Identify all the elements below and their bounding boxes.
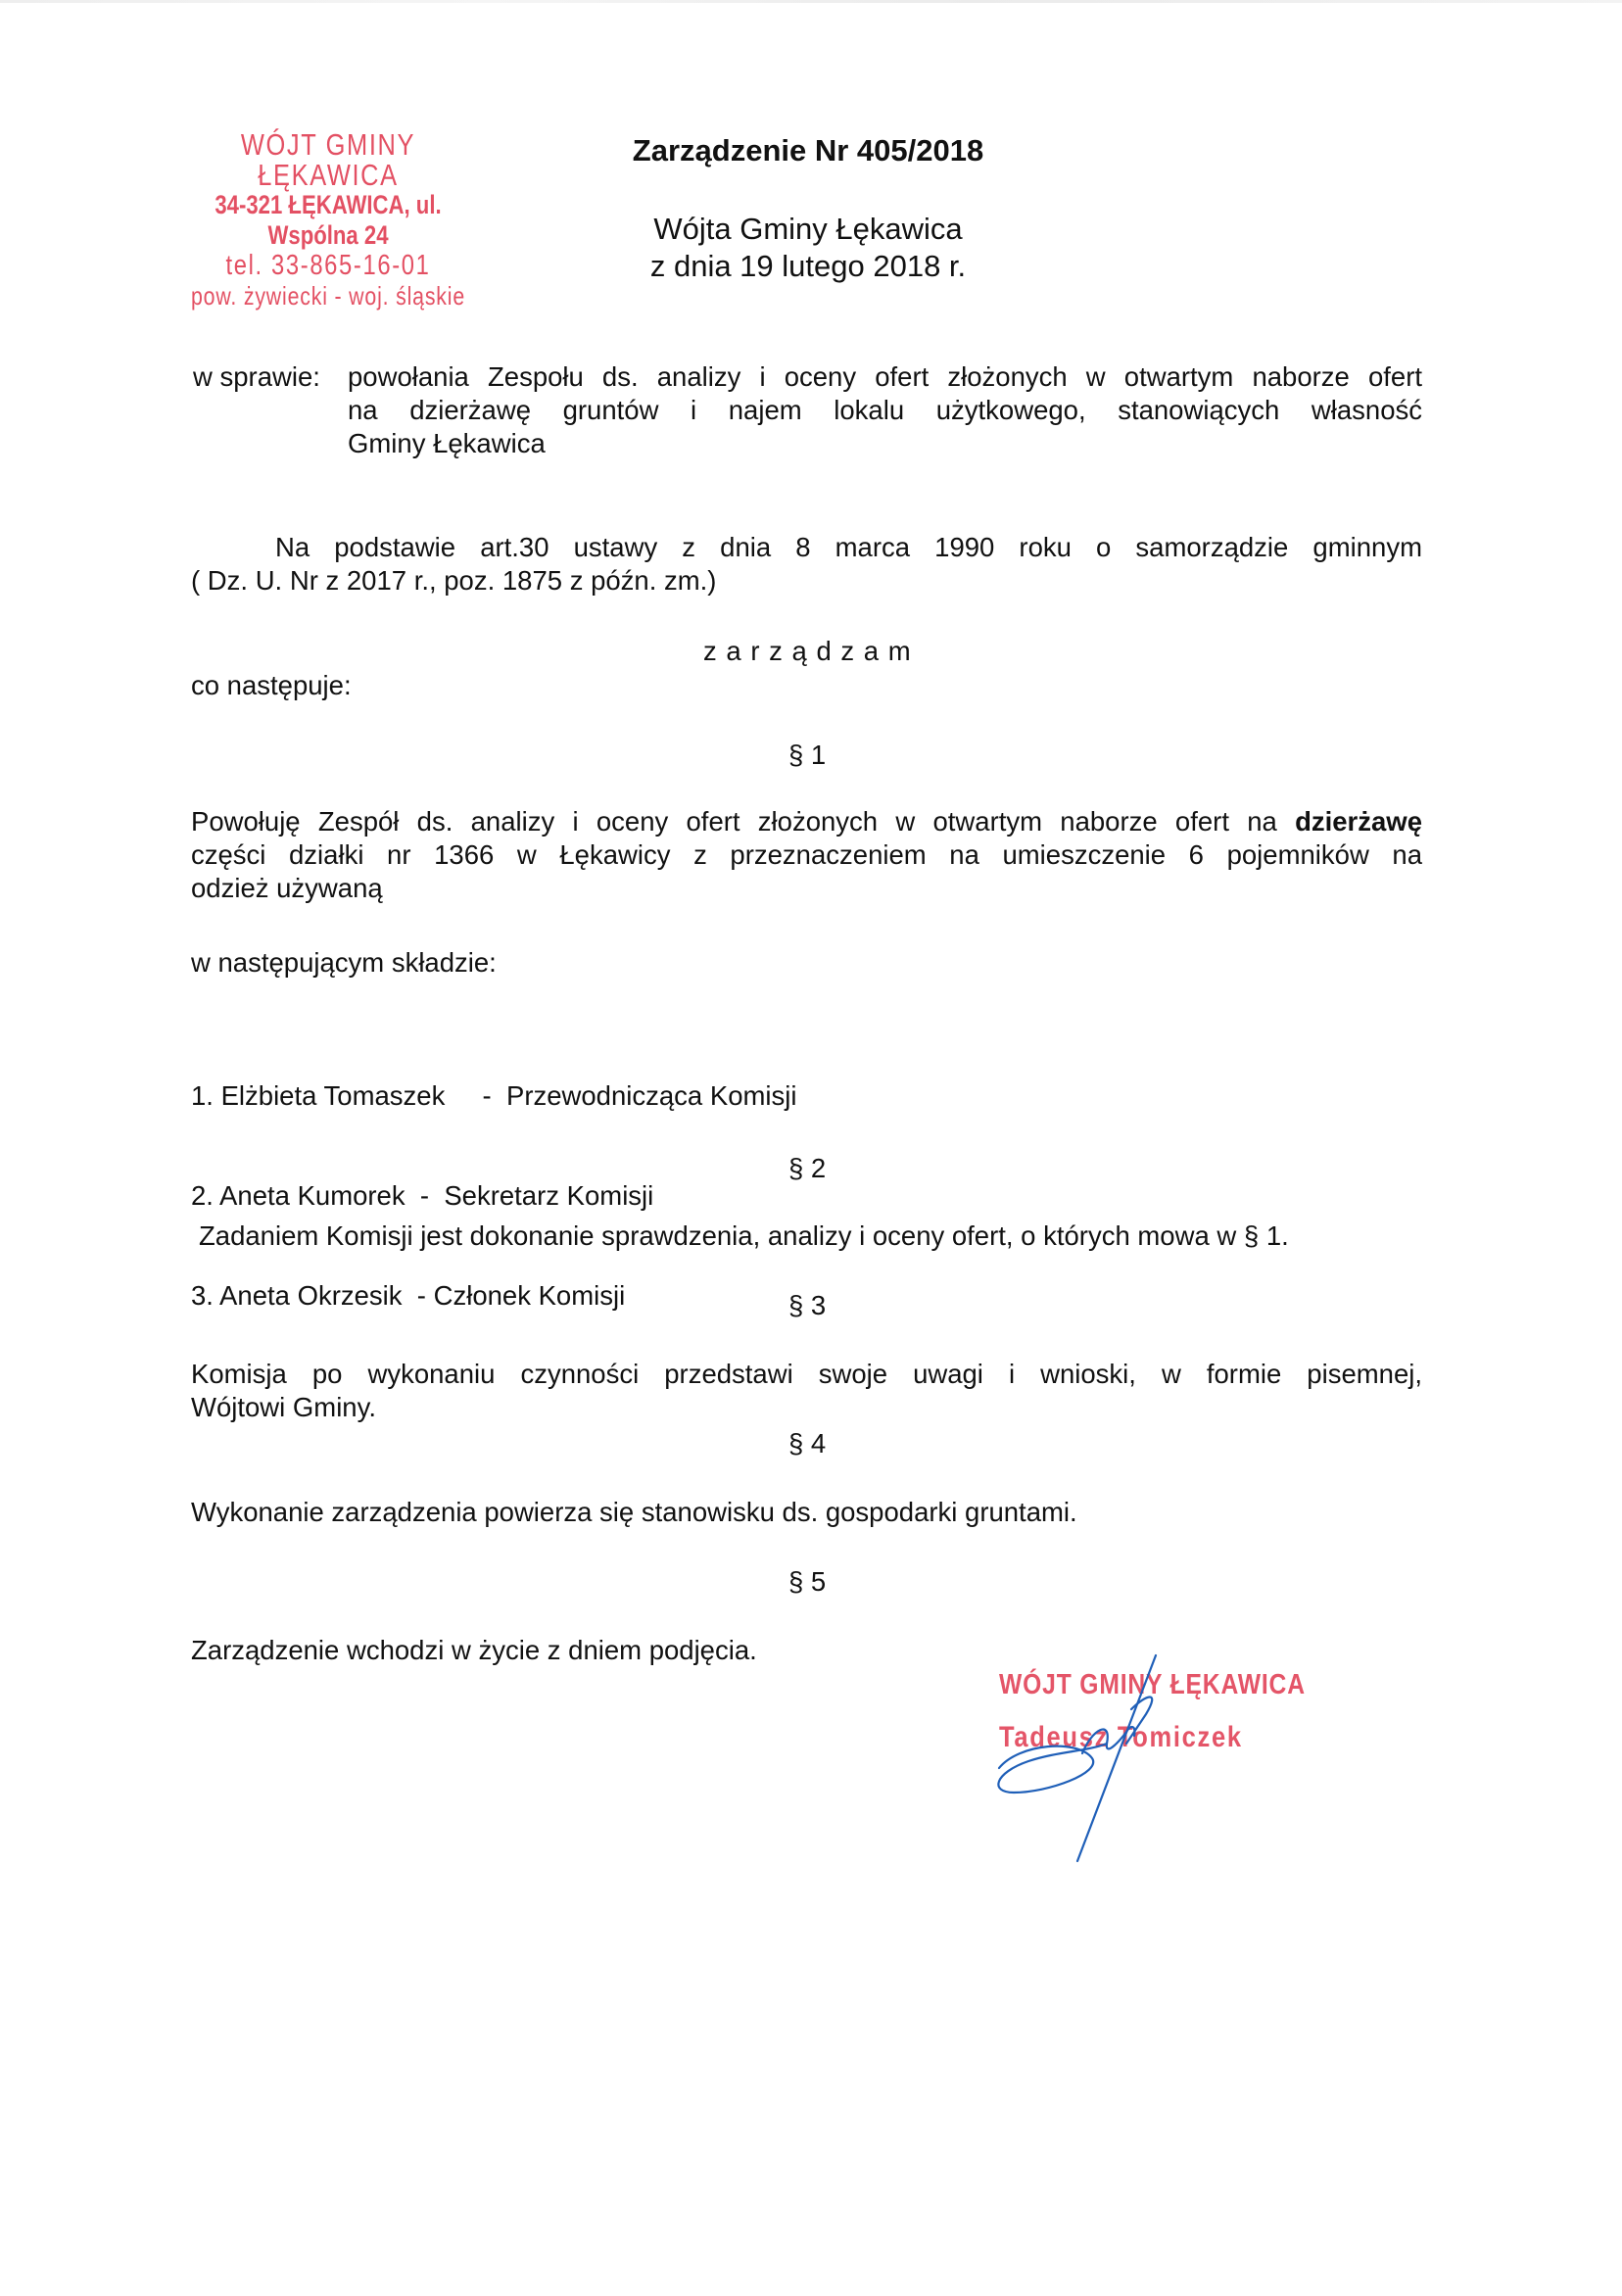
signature-stamp-office: WÓJT GMINY ŁĘKAWICA [999, 1669, 1306, 1700]
member-item-3: 3. Aneta Okrzesik - Członek Komisji [191, 1280, 626, 1311]
subject-line-3: Gminy Łękawica [348, 428, 546, 458]
legal-basis-line-2: ( Dz. U. Nr z 2017 r., poz. 1875 z późn. zm.) [191, 565, 717, 596]
composition-label: w następującym składzie: [191, 947, 497, 978]
section-5-text: Zarządzenie wchodzi w życie z dniem podjęcia. [191, 1635, 757, 1665]
office-stamp [147, 129, 509, 311]
section-2-heading: § 2 [788, 1153, 827, 1183]
section-4-text: Wykonanie zarządzenia powierza się stanowisku ds. gospodarki gruntami. [191, 1497, 1077, 1527]
subject-line-1: powołania Zespołu ds. analizy i oceny ofert złożonych w otwartym naborze ofert [348, 361, 1422, 392]
section-4-heading: § 4 [788, 1428, 827, 1459]
subject-text [348, 360, 1422, 460]
section-1-line-3: odzież używaną [191, 873, 383, 903]
section-2-text: Zadaniem Komisji jest dokonanie sprawdzenia, analizy i oceny ofert, o których mowa w § 1. [199, 1220, 1289, 1251]
stamp-line-region: pow. żywiecki - woj. śląskie [190, 281, 466, 311]
stamp-line-office: WÓJT GMINY ŁĘKAWICA [240, 127, 416, 192]
member-list [191, 1013, 796, 1346]
stamp-line-phone: tel. 33-865-16-01 [225, 250, 431, 281]
section-1-heading: § 1 [788, 740, 827, 770]
signature-stamp-name: Tadeusz Tomiczek [999, 1721, 1243, 1753]
subject-line-2: na dzierżawę gruntów i najem lokalu użytkowego, stanowiących własność [348, 395, 1422, 425]
subject-label: w sprawie: [193, 361, 320, 392]
section-5-heading: § 5 [788, 1566, 827, 1597]
document-date: z dnia 19 lutego 2018 r. [649, 249, 967, 283]
member-item-2: 2. Aneta Kumorek - Sekretarz Komisji [191, 1180, 654, 1211]
section-1-line-1: Powołuję Zespół ds. analizy i oceny ofert złożonych w otwartym naborze ofert na dzierżawę [191, 806, 1422, 837]
section-3-line-2: Wójtowi Gminy. [191, 1392, 376, 1422]
legal-basis-line-1: Na podstawie art.30 ustawy z dnia 8 marca 1990 roku o samorządzie gminnym [275, 532, 1422, 562]
section-1-paragraph [191, 805, 1422, 905]
handwritten-signature-icon [989, 1636, 1306, 1881]
document-title: Zarządzenie Nr 405/2018 [632, 133, 984, 167]
lease-bold-word: dzierżawę [1295, 806, 1422, 837]
decree-follows: co następuje: [191, 670, 352, 700]
legal-basis [275, 531, 1422, 564]
document-issuer: Wójta Gminy Łękawica [653, 212, 963, 246]
stamp-line-address: 34-321 ŁĘKAWICA, ul. Wspólna 24 [215, 190, 442, 250]
decree-word: z a r z ą d z a m [703, 636, 912, 666]
section-1-line-2: części działki nr 1366 w Łękawicy z przeznaczeniem na umieszczenie 6 pojemników na [191, 839, 1422, 870]
member-item-1: 1. Elżbieta Tomaszek - Przewodnicząca Komisji [191, 1080, 797, 1111]
section-3-paragraph [191, 1358, 1422, 1424]
scan-edge-line [0, 0, 1622, 3]
section-3-line-1: Komisja po wykonaniu czynności przedstawi swoje uwagi i wnioski, w formie pisemnej, [191, 1359, 1422, 1389]
section-3-heading: § 3 [788, 1290, 827, 1320]
